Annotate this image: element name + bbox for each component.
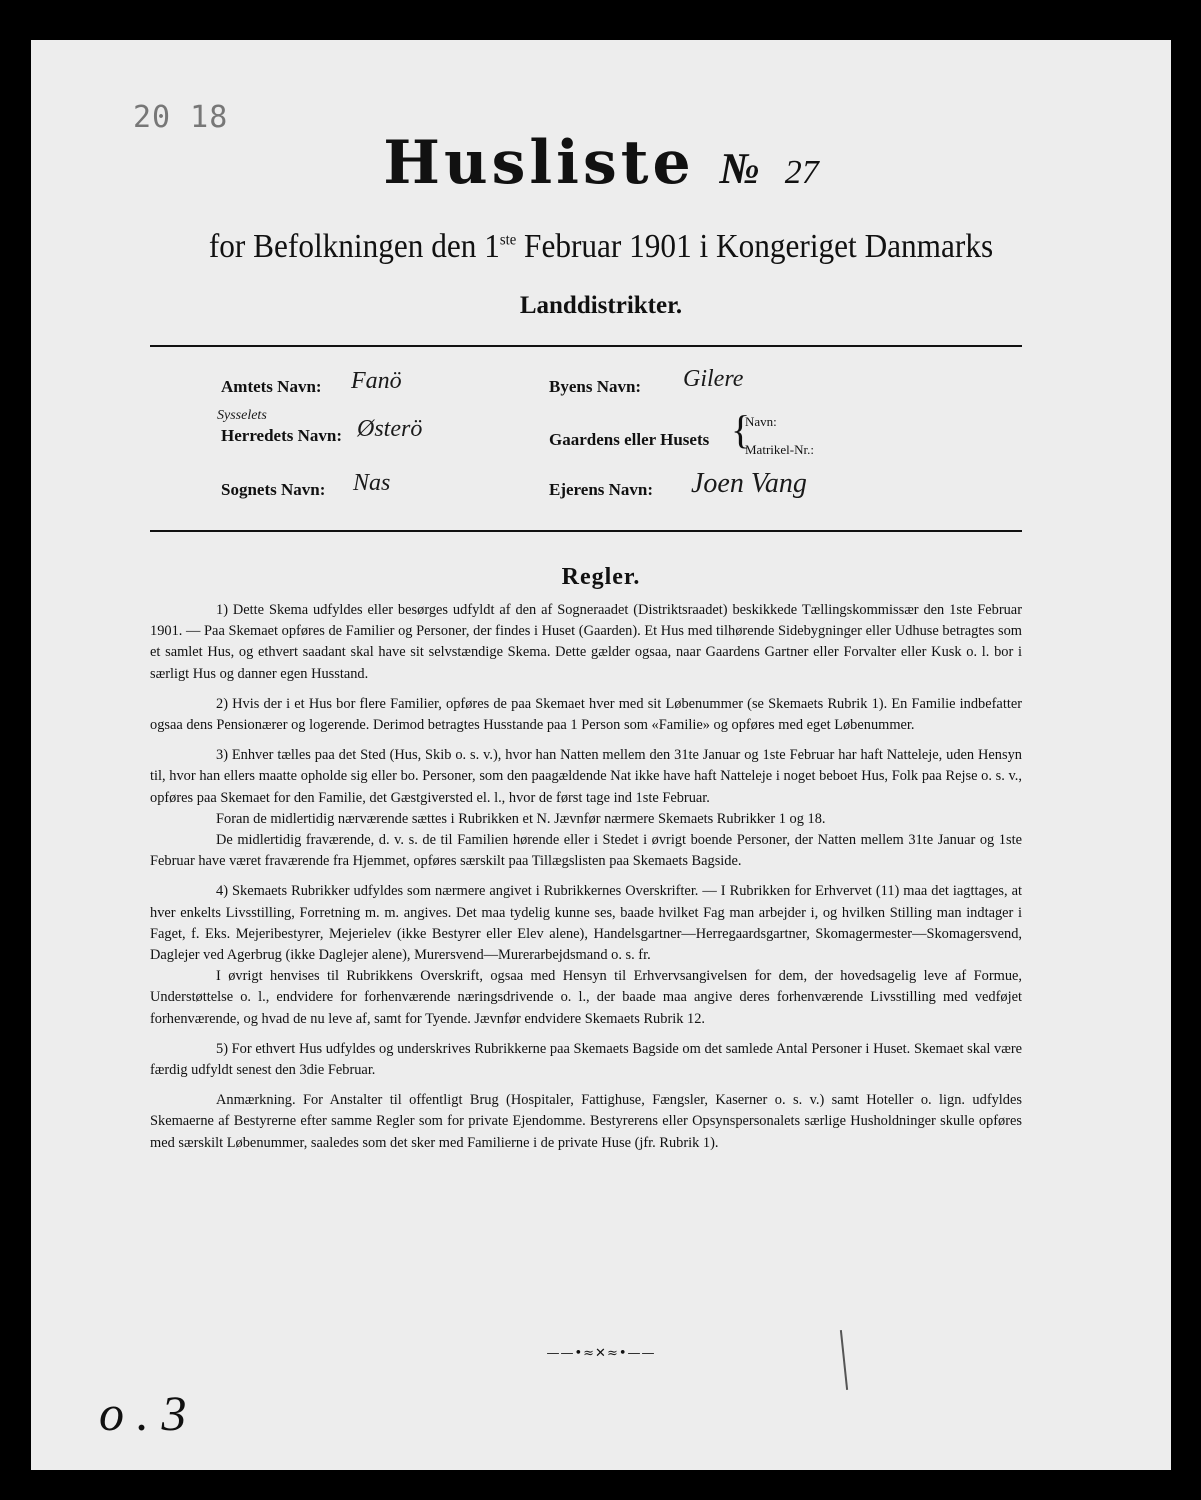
herred-note: Sysselets: [217, 408, 267, 423]
mid-rule: [150, 530, 1022, 532]
rule-3-foran: Foran de midlertidig nærværende sættes i Rubrikken et N. Jævnfør nærmere Skemaets Rubrikker 1 og 18.: [216, 810, 826, 827]
rule-3-fravaerende: De midlertidig fraværende, d. v. s. de til Familien hørende eller i Stedet i øvrigt boende Personer, der Natten mellem 31te Januar og 1ste Februar have været fraværende fra Hjemmet, opføres særskilt paa Tillægslisten paa Skemaets Bagside.: [150, 832, 1022, 870]
gaard-matrikel-label: Matrikel-Nr.:: [745, 442, 814, 457]
bottom-handwritten-note: o . 3: [99, 1385, 187, 1441]
gaard-navn-label: Navn:: [745, 414, 777, 429]
subtitle-part2: Februar 1901 i Kongeriget Danmarks: [516, 228, 994, 265]
rule-3: 3) Enhver tælles paa det Sted (Hus, Skib o. s. v.), hvor han Natten mellem den 31te Januar og 1ste Februar har haft Natteleje, uden Hensyn til, hvor han ellers maatte opholde sig eller bo. Personer, som den paagældende Nat ikke have haft Natteleje i noget beboet Hus, Folk paa Rejse o. s. v., opføres paa Skemaet for den Familie, det Gæstgiversted el. l., hvor de først tage ind 1ste Februar.: [150, 747, 1022, 806]
sogn-value: Nas: [353, 470, 391, 496]
amt-label: Amtets Navn:: [221, 377, 322, 396]
ejer-label: Ejerens Navn:: [549, 480, 654, 499]
rule-2: 2) Hvis der i et Hus bor flere Familier, opføres de paa Skemaet hver med sit Løbenummer (se Skemaets Rubrik 1). En Familie indbefatter ogsaa dens Pensionærer og logerende. Derimod betragtes Husstande paa 1 Person som «Familie» og opføres med eget Løbenummer.: [150, 695, 1022, 734]
herred-value: Østerö: [357, 416, 423, 442]
by-value: Gilere: [683, 366, 744, 392]
herred-label: Herredets Navn:: [221, 426, 343, 445]
subtitle-sup: ste: [499, 231, 517, 249]
form-subtitle: [77, 228, 1126, 266]
rule-5: 5) For ethvert Hus udfyldes og underskrives Rubrikkerne paa Skemaets Bagside om det samlede Antal Personer i Huset. Skemaet skal være færdig udfyldt senest den 3die Februar.: [150, 1040, 1022, 1079]
subtitle-part1: for Befolkningen den 1: [208, 228, 500, 265]
rule-1: 1) Dette Skema udfyldes eller besørges udfyldt af den af Sogneraadet (Distriktsraadet) beskikkede Tællingskommissær den 1ste Februar 1901. — Paa Skemaet opføres de Familier og Personer, der findes i Huset (Gaarden). Et Hus med tilhørende Sidebygninger eller Udhuse betragtes som et samlet Hus, og ethvert saadant skal have sit selvstændige Skema. Dette gælder ogsaa, naar Gaardens Gartner eller Forvalter eller Kusk o. l. bor i særligt Hus og danner egen Husstand.: [150, 602, 1022, 682]
rules-heading: Regler.: [561, 564, 641, 590]
ornament-divider: ——•≈✕≈•——: [546, 1346, 656, 1361]
rule-4-ovrigt: I øvrigt henvises til Rubrikkens Overskrift, ogsaa med Hensyn til Erhvervsangivelsen for dem, der hovedsagelig leve af Formue, Understøttelse o. l., endvidere for forhenværende næringsdrivende o. l., der baade maa angive deres forhenværende Livsstilling med vedføjet forhenværende, og hvad de nu leve af, samt for Tyende. Jævnfør endvidere Skemaets Rubrik 12.: [150, 968, 1022, 1027]
annotation: Anmærkning. For Anstalter til offentligt Brug (Hospitaler, Fattighuse, Fængsler, Kaserner o. s. v.) samt Hoteller o. lign. udfyldes Skemaerne af Bestyrerne efter samme Regler som for private Ejendomme. Bestyrerens eller Opsynspersonalets særlige Husholdninger skulle opføres med særskilt Løbenummer, saaledes som det sker med Familierne i de private Huse (jfr. Rubrik 1).: [150, 1092, 1022, 1151]
rules-text: [150, 600, 1022, 1163]
by-label: Byens Navn:: [549, 377, 642, 396]
ejer-value: Joen Vang: [691, 468, 807, 499]
form-title: [31, 128, 1171, 198]
sogn-label: Sognets Navn:: [221, 480, 326, 499]
rule-4: 4) Skemaets Rubrikker udfyldes som nærmere angivet i Rubrikkernes Overskrifter. — I Rubrikken for Erhvervet (11) maa det iagttages, at hver enkelts Livsstilling, Forretning m. m. angives. Det maa tydelig kunne ses, baade hvilket Fag man arbejder i, og hvilken Stilling man indtager i Faget, f. Eks. Mejeribestyrer, Mejerielev (ikke Bestyrer eller Elev alene), Handelsgartner—Herregaardsgartner, Skomagermester—Skomagersvend, Daglejer ved Agerbrug (ikke Daglejer alene), Murersvend—Murerarbejdsmand o. s. fr.: [150, 883, 1022, 964]
form-subtitle2: Landdistrikter.: [519, 292, 683, 319]
number-label: №: [719, 144, 760, 193]
census-form-page: [31, 40, 1171, 1470]
amt-value: Fanö: [351, 368, 402, 394]
gaard-label: Gaardens eller Husets: [549, 430, 710, 449]
number-value: 27: [784, 154, 819, 191]
gaard-bracket: {: [731, 407, 751, 452]
archive-stamp: 20 18: [133, 100, 229, 135]
title-text: Husliste: [383, 128, 695, 198]
top-rule: [150, 345, 1022, 347]
